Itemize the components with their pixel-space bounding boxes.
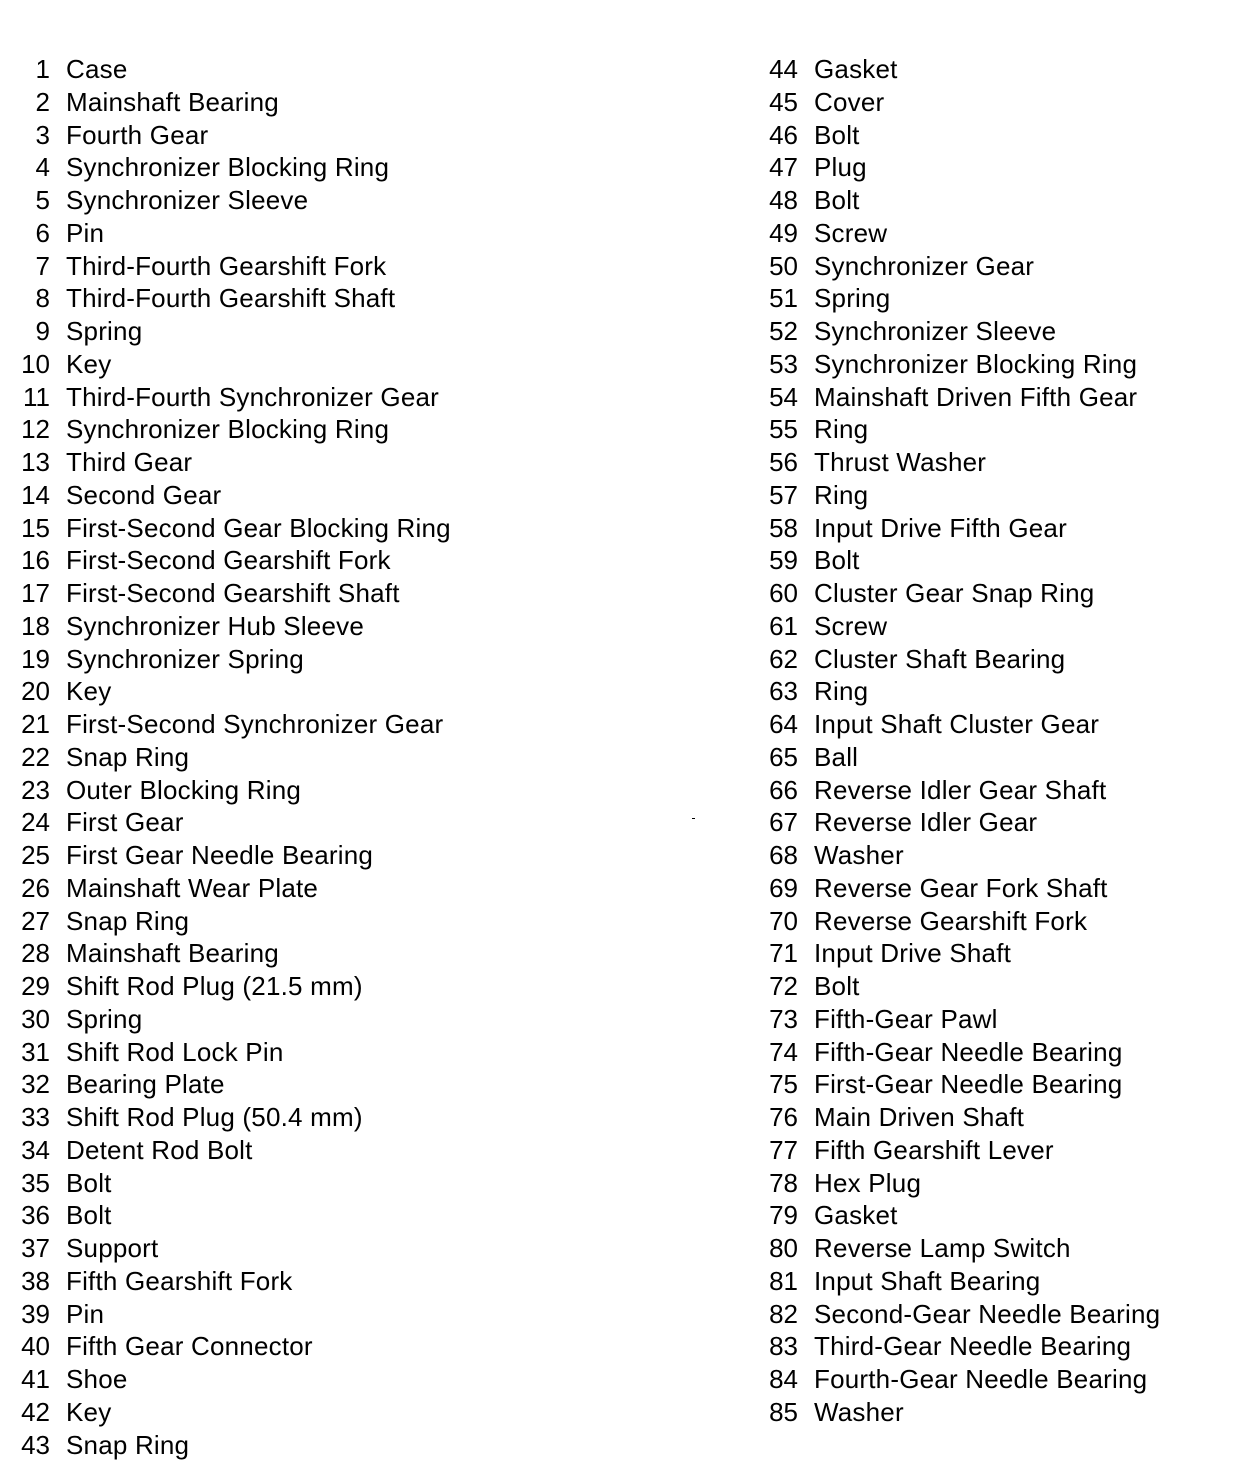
part-name: Bolt: [814, 185, 860, 215]
part-number: 71: [769, 938, 798, 969]
part-row: [756, 872, 1160, 905]
part-name: First-Second Gearshift Shaft: [66, 578, 400, 608]
part-name: Reverse Idler Gear: [814, 807, 1038, 838]
part-row: [756, 250, 1160, 283]
part-name: Washer: [814, 840, 904, 870]
part-number: 39: [21, 1298, 50, 1329]
part-name: Ring: [814, 676, 869, 707]
part-name: Reverse Gear Fork Shaft: [814, 872, 1108, 903]
part-name: Cluster Gear Snap Ring: [814, 578, 1095, 608]
part-number: 57: [769, 479, 798, 510]
part-name: Fifth Gear Connector: [66, 1331, 313, 1362]
part-number: 84: [769, 1364, 798, 1394]
part-row: [12, 708, 451, 741]
part-name: First-Second Synchronizer Gear: [66, 709, 444, 739]
part-row: [12, 577, 451, 610]
part-number: 79: [769, 1200, 798, 1231]
part-number: 81: [769, 1265, 798, 1296]
part-row: [12, 1068, 451, 1101]
part-row: [756, 1265, 1160, 1298]
part-number: 70: [769, 905, 798, 936]
part-number: 55: [769, 414, 798, 445]
part-row: [756, 643, 1160, 676]
part-number: 83: [769, 1331, 798, 1362]
part-row: [756, 119, 1160, 152]
part-name: Outer Blocking Ring: [66, 774, 302, 805]
part-name: Bolt: [66, 1167, 112, 1198]
part-row: [756, 675, 1160, 708]
part-number: 27: [21, 905, 50, 936]
part-name: Third-Fourth Synchronizer Gear: [66, 381, 440, 412]
part-row: [12, 937, 451, 970]
part-number: 43: [21, 1429, 50, 1460]
part-name: Snap Ring: [66, 905, 190, 936]
part-row: [12, 610, 451, 643]
part-row: [756, 839, 1160, 872]
part-row: [756, 1330, 1160, 1363]
part-name: Bolt: [814, 119, 860, 150]
part-name: First-Second Gear Blocking Ring: [66, 512, 451, 543]
part-number: 60: [769, 578, 798, 608]
part-name: Second Gear: [66, 479, 222, 510]
part-number: 33: [21, 1102, 50, 1132]
part-row: [12, 1298, 451, 1331]
part-row: [756, 348, 1160, 381]
part-row: [756, 806, 1160, 839]
part-number: 58: [769, 512, 798, 543]
part-row: [756, 1101, 1160, 1134]
part-number: 31: [21, 1036, 50, 1067]
part-name: Fifth-Gear Needle Bearing: [814, 1036, 1123, 1067]
part-row: [756, 1068, 1160, 1101]
part-name: Input Drive Fifth Gear: [814, 512, 1067, 543]
part-name: Gasket: [814, 1200, 898, 1231]
part-number: 56: [769, 447, 798, 477]
part-number: 24: [21, 807, 50, 838]
part-number: 41: [21, 1364, 50, 1394]
part-number: 53: [769, 348, 798, 379]
part-number: 14: [21, 479, 50, 510]
part-name: Reverse Lamp Switch: [814, 1233, 1071, 1263]
part-number: 68: [769, 840, 798, 870]
part-name: Bolt: [66, 1200, 112, 1231]
part-row: [756, 413, 1160, 446]
part-row: [756, 1134, 1160, 1167]
part-row: [756, 1396, 1160, 1429]
part-number: 69: [769, 872, 798, 903]
part-name: Synchronizer Blocking Ring: [66, 414, 390, 445]
part-number: 51: [769, 283, 798, 314]
part-row: [12, 1134, 451, 1167]
part-number: 22: [21, 741, 50, 772]
part-row: [756, 381, 1160, 414]
part-name: Thrust Washer: [814, 447, 987, 477]
part-name: Shift Rod Plug (50.4 mm): [66, 1102, 363, 1132]
part-row: [756, 937, 1160, 970]
part-number: 32: [21, 1069, 50, 1100]
part-number: 52: [769, 316, 798, 346]
part-name: Key: [66, 348, 112, 379]
part-number: 7: [35, 250, 50, 281]
part-name: Detent Rod Bolt: [66, 1134, 253, 1165]
part-row: [756, 315, 1160, 348]
part-number: 11: [23, 381, 50, 412]
part-name: Fourth-Gear Needle Bearing: [814, 1364, 1148, 1394]
part-name: Third-Gear Needle Bearing: [814, 1331, 1132, 1362]
part-number: 16: [21, 545, 50, 576]
part-row: [756, 217, 1160, 250]
part-name: Mainshaft Bearing: [66, 86, 279, 117]
part-number: 77: [769, 1134, 798, 1165]
part-number: 49: [769, 217, 798, 248]
part-number: 82: [769, 1298, 798, 1329]
part-number: 65: [769, 741, 798, 772]
part-row: [756, 479, 1160, 512]
part-row: [12, 1101, 451, 1134]
part-number: 20: [21, 676, 50, 707]
part-number: 42: [21, 1396, 50, 1427]
part-row: [12, 184, 451, 217]
part-number: 61: [769, 610, 798, 641]
part-number: 74: [769, 1036, 798, 1067]
part-name: Cluster Shaft Bearing: [814, 643, 1066, 674]
part-row: [12, 1003, 451, 1036]
parts-list-left-column: [12, 53, 451, 1461]
part-row: [12, 512, 451, 545]
part-row: [12, 250, 451, 283]
part-number: 62: [769, 643, 798, 674]
part-row: [756, 151, 1160, 184]
part-row: [756, 577, 1160, 610]
part-number: 63: [769, 676, 798, 707]
part-row: [12, 119, 451, 152]
part-name: Spring: [66, 1003, 143, 1034]
part-number: 25: [21, 840, 50, 870]
part-number: 78: [769, 1167, 798, 1198]
part-row: [756, 1036, 1160, 1069]
part-name: First Gear Needle Bearing: [66, 840, 374, 870]
part-number: 66: [769, 774, 798, 805]
part-number: 17: [21, 578, 50, 608]
part-number: 13: [21, 447, 50, 477]
part-number: 44: [769, 54, 798, 84]
part-row: [756, 86, 1160, 119]
part-name: Snap Ring: [66, 741, 190, 772]
part-number: 3: [35, 119, 50, 150]
part-row: [12, 348, 451, 381]
part-name: Plug: [814, 152, 867, 183]
part-name: Input Drive Shaft: [814, 938, 1012, 969]
part-row: [756, 53, 1160, 86]
part-name: Input Shaft Bearing: [814, 1265, 1041, 1296]
part-row: [12, 872, 451, 905]
part-row: [12, 1265, 451, 1298]
part-name: Gasket: [814, 54, 898, 84]
part-name: Snap Ring: [66, 1429, 190, 1460]
part-row: [756, 905, 1160, 938]
part-row: [12, 217, 451, 250]
part-number: 40: [21, 1331, 50, 1362]
part-name: Hex Plug: [814, 1167, 922, 1198]
part-row: [12, 446, 451, 479]
part-name: First-Gear Needle Bearing: [814, 1069, 1123, 1100]
part-row: [756, 1003, 1160, 1036]
part-number: 30: [21, 1003, 50, 1034]
part-number: 45: [769, 86, 798, 117]
part-number: 75: [769, 1069, 798, 1100]
part-number: 8: [35, 283, 50, 314]
part-number: 6: [35, 217, 50, 248]
part-number: 54: [769, 381, 798, 412]
part-name: Third-Fourth Gearshift Shaft: [66, 283, 396, 314]
part-number: 1: [35, 54, 50, 84]
part-name: Cover: [814, 86, 885, 117]
part-row: [756, 544, 1160, 577]
part-name: Fifth Gearshift Lever: [814, 1134, 1054, 1165]
part-row: [12, 1036, 451, 1069]
part-number: 29: [21, 971, 50, 1001]
part-name: Main Driven Shaft: [814, 1102, 1025, 1132]
part-name: Key: [66, 1396, 112, 1427]
part-number: 23: [21, 774, 50, 805]
part-number: 4: [35, 152, 50, 183]
part-row: [756, 446, 1160, 479]
parts-list-right-column: [756, 53, 1160, 1429]
part-number: 37: [21, 1233, 50, 1263]
part-name: Ring: [814, 414, 869, 445]
part-name: Case: [66, 54, 128, 84]
part-name: Mainshaft Driven Fifth Gear: [814, 381, 1138, 412]
part-name: Ball: [814, 741, 859, 772]
part-row: [756, 1167, 1160, 1200]
part-row: [12, 479, 451, 512]
part-name: Reverse Gearshift Fork: [814, 905, 1088, 936]
part-name: Pin: [66, 217, 105, 248]
part-name: Synchronizer Sleeve: [66, 185, 309, 215]
part-row: [12, 1363, 451, 1396]
part-number: 28: [21, 938, 50, 969]
part-row: [756, 282, 1160, 315]
part-number: 85: [769, 1396, 798, 1427]
part-row: [12, 806, 451, 839]
part-name: Synchronizer Gear: [814, 250, 1035, 281]
part-number: 9: [35, 316, 50, 346]
part-number: 2: [35, 86, 50, 117]
scan-speck: [692, 818, 695, 819]
part-row: [756, 970, 1160, 1003]
part-number: 35: [21, 1167, 50, 1198]
part-number: 10: [21, 348, 50, 379]
part-number: 50: [769, 250, 798, 281]
part-row: [12, 1429, 451, 1462]
part-number: 67: [769, 807, 798, 838]
part-name: Synchronizer Blocking Ring: [66, 152, 390, 183]
part-name: Bolt: [814, 545, 860, 576]
part-row: [12, 53, 451, 86]
part-row: [12, 1199, 451, 1232]
part-name: Shift Rod Plug (21.5 mm): [66, 971, 363, 1001]
part-name: Synchronizer Blocking Ring: [814, 348, 1138, 379]
part-name: Washer: [814, 1396, 904, 1427]
part-name: Reverse Idler Gear Shaft: [814, 774, 1107, 805]
part-row: [12, 741, 451, 774]
part-row: [756, 774, 1160, 807]
part-row: [12, 643, 451, 676]
part-number: 15: [21, 512, 50, 543]
part-row: [756, 610, 1160, 643]
part-name: Spring: [66, 316, 143, 346]
part-row: [756, 184, 1160, 217]
part-name: Mainshaft Bearing: [66, 938, 279, 969]
part-number: 47: [769, 152, 798, 183]
part-number: 72: [769, 971, 798, 1001]
part-name: Pin: [66, 1298, 105, 1329]
part-row: [12, 381, 451, 414]
part-row: [12, 839, 451, 872]
part-name: Key: [66, 676, 112, 707]
part-number: 80: [769, 1233, 798, 1263]
part-number: 21: [21, 709, 50, 739]
part-row: [12, 905, 451, 938]
part-row: [12, 282, 451, 315]
part-name: First-Second Gearshift Fork: [66, 545, 391, 576]
part-name: Input Shaft Cluster Gear: [814, 709, 1100, 739]
part-row: [12, 413, 451, 446]
part-number: 73: [769, 1003, 798, 1034]
part-number: 38: [21, 1265, 50, 1296]
part-name: Ring: [814, 479, 869, 510]
part-row: [756, 741, 1160, 774]
part-row: [12, 774, 451, 807]
part-row: [756, 708, 1160, 741]
part-name: Mainshaft Wear Plate: [66, 872, 319, 903]
part-name: Screw: [814, 610, 888, 641]
part-number: 26: [21, 872, 50, 903]
part-name: Support: [66, 1233, 159, 1263]
part-number: 18: [21, 610, 50, 641]
part-row: [756, 1363, 1160, 1396]
part-number: 46: [769, 119, 798, 150]
part-row: [12, 1330, 451, 1363]
part-name: Bearing Plate: [66, 1069, 225, 1100]
part-name: Screw: [814, 217, 888, 248]
part-name: Synchronizer Sleeve: [814, 316, 1057, 346]
part-row: [12, 1396, 451, 1429]
part-row: [12, 675, 451, 708]
part-name: Synchronizer Hub Sleeve: [66, 610, 364, 641]
part-name: Synchronizer Spring: [66, 643, 304, 674]
part-row: [756, 1199, 1160, 1232]
part-row: [12, 1232, 451, 1265]
part-name: Fifth-Gear Pawl: [814, 1003, 998, 1034]
part-row: [12, 315, 451, 348]
part-name: Fifth Gearshift Fork: [66, 1265, 293, 1296]
part-number: 5: [35, 185, 50, 215]
part-number: 48: [769, 185, 798, 215]
part-row: [756, 1232, 1160, 1265]
part-number: 34: [21, 1134, 50, 1165]
part-row: [12, 970, 451, 1003]
part-number: 59: [769, 545, 798, 576]
part-name: Bolt: [814, 971, 860, 1001]
part-name: First Gear: [66, 807, 184, 838]
part-name: Third-Fourth Gearshift Fork: [66, 250, 387, 281]
part-name: Spring: [814, 283, 891, 314]
part-row: [756, 512, 1160, 545]
part-row: [12, 86, 451, 119]
part-row: [12, 544, 451, 577]
part-number: 76: [769, 1102, 798, 1132]
part-name: Third Gear: [66, 447, 193, 477]
part-number: 36: [21, 1200, 50, 1231]
part-name: Shoe: [66, 1364, 128, 1394]
part-row: [756, 1298, 1160, 1331]
part-name: Shift Rod Lock Pin: [66, 1036, 284, 1067]
part-number: 12: [21, 414, 50, 445]
part-name: Second-Gear Needle Bearing: [814, 1298, 1161, 1329]
part-number: 64: [769, 709, 798, 739]
part-row: [12, 1167, 451, 1200]
part-row: [12, 151, 451, 184]
part-number: 19: [21, 643, 50, 674]
part-name: Fourth Gear: [66, 119, 209, 150]
